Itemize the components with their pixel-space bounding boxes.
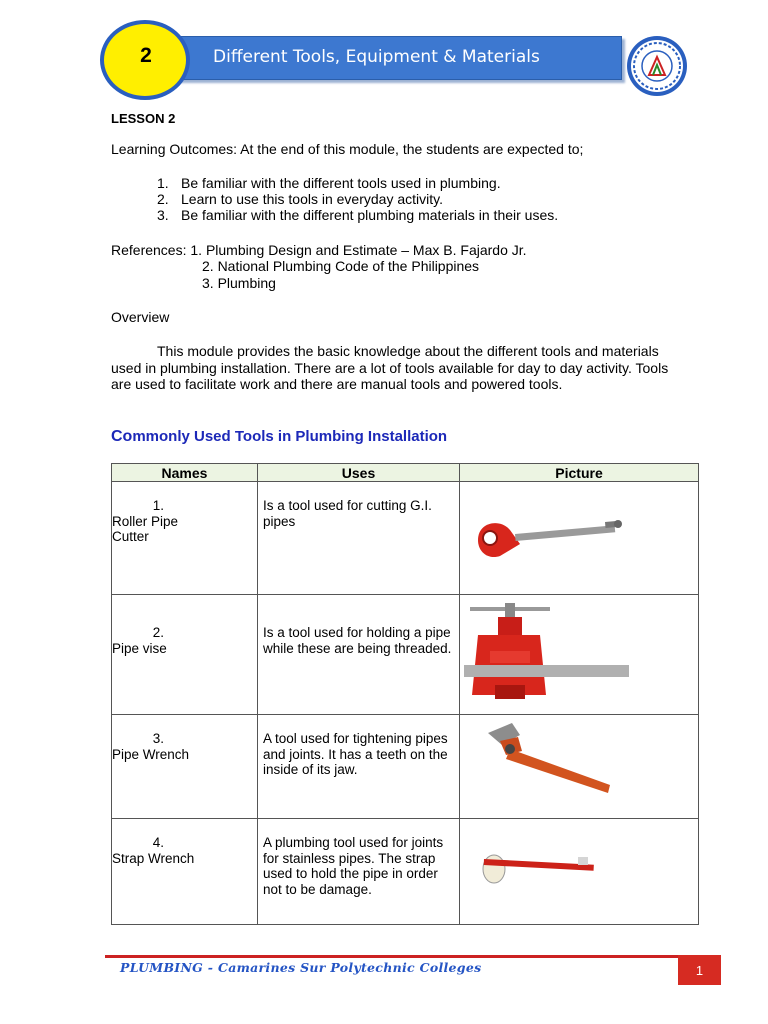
tool-use: Is a tool used for holding a pipe while these are being threaded. (258, 595, 460, 715)
section-title-rest: mmonly Used Tools in Plumbing Installation (132, 428, 448, 445)
school-seal-icon (623, 35, 691, 97)
tool-picture-cell (460, 819, 699, 925)
strap-wrench-icon (460, 819, 698, 924)
tool-name-cell (112, 595, 258, 715)
outcome-number: 3. (157, 207, 169, 223)
roller-pipe-cutter-icon (460, 482, 698, 594)
tool-name-cell (112, 715, 258, 819)
tool-name-cell (112, 482, 258, 595)
reference-line: 2. National Plumbing Code of the Philippines (202, 258, 480, 274)
row-number: 1. (152, 498, 164, 513)
outcome-number: 2. (157, 191, 169, 207)
column-header-names: Names (112, 464, 258, 482)
tool-use: A plumbing tool used for joints for stainless pipes. The strap used to hold the pipe in order not to be damage. (258, 819, 460, 925)
tool-picture-cell (460, 482, 699, 595)
reference-line: References: 1. Plumbing Design and Estimate – Max B. Fajardo Jr. (111, 242, 527, 258)
pipe-vise-icon (460, 595, 698, 714)
tools-table (111, 463, 699, 925)
footer-divider (105, 955, 705, 958)
overview-text: This module provides the basic knowledge about the different tools and materials used in plumbing installation. There are a lot of tools available for day to day activity. Tools are used to facilitate work and there are manual tools and powered tools. (111, 343, 669, 392)
tool-use: A tool used for tightening pipes and joints. It has a teeth on the inside of its jaw. (258, 715, 460, 819)
section-title-first: Co (111, 428, 133, 445)
reference-line: 3. Plumbing (202, 275, 276, 291)
table-row (112, 819, 699, 925)
table-row (112, 482, 699, 595)
column-header-picture: Picture (460, 464, 699, 482)
tool-name: Pipe Wrench (112, 746, 190, 762)
tool-use: Is a tool used for cutting G.I. pipes (258, 482, 460, 595)
column-header-uses: Uses (258, 464, 460, 482)
tool-picture-cell (460, 595, 699, 715)
overview-paragraph (111, 343, 677, 393)
row-number: 4. (152, 835, 164, 850)
pipe-wrench-icon (460, 715, 698, 818)
outcome-text: Learn to use this tools in everyday activity. (181, 191, 443, 207)
table-row (112, 715, 699, 819)
tool-picture-cell (460, 715, 699, 819)
chapter-number: 2 (140, 44, 152, 67)
table-row (112, 595, 699, 715)
footer-text: PLUMBING - Camarines Sur Polytechnic Colleges (120, 960, 482, 975)
page-title: Different Tools, Equipment & Materials (213, 47, 540, 67)
table-header-row (112, 464, 699, 482)
tool-name: Pipe vise (112, 640, 167, 656)
outcome-text: Be familiar with the different tools used in plumbing. (181, 175, 501, 191)
outcome-number: 1. (157, 175, 169, 191)
tool-name: Roller Pipe Cutter (112, 513, 179, 544)
learning-outcomes-intro: Learning Outcomes: At the end of this module, the students are expected to; (111, 141, 584, 157)
page-number: 1 (678, 955, 721, 985)
tool-name: Strap Wrench (112, 850, 195, 866)
row-number: 2. (152, 625, 164, 640)
section-title (111, 428, 447, 446)
outcome-text: Be familiar with the different plumbing materials in their uses. (181, 207, 559, 223)
tool-name-cell (112, 819, 258, 925)
row-number: 3. (152, 731, 164, 746)
lesson-label: LESSON 2 (111, 111, 176, 126)
overview-heading: Overview (111, 309, 170, 325)
